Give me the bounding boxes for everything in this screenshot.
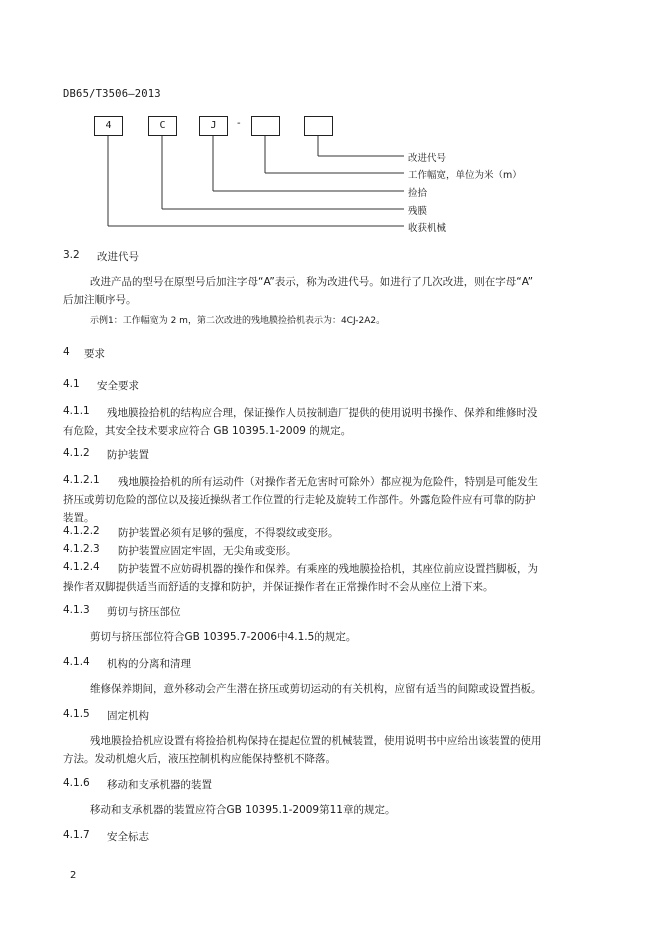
paragraph-4-1-3: 剪切与挤压部位符合GB 10395.7-2006中4.1.5的规定。 bbox=[90, 631, 357, 643]
paragraph-4-1-2-3: 防护装置应固定牢固，无尖角或变形。 bbox=[118, 545, 297, 557]
section-title-4-1: 安全要求 bbox=[97, 380, 139, 392]
section-title-4-1-6: 移动和支承机器的装置 bbox=[107, 779, 212, 791]
section-num-4-1-7: 4.1.7 bbox=[63, 829, 90, 841]
paragraph-4-1-2-2: 防护装置必须有足够的强度，不得裂纹或变形。 bbox=[118, 527, 339, 539]
paragraph-4-1-2-1-line1: 残地膜捡拾机的所有运动件（对操作者无危害时可除外）都应视为危险件，特别是可能发生 bbox=[118, 476, 538, 488]
section-num-3-2: 3.2 bbox=[63, 249, 80, 261]
paragraph-3-2-line1: 改进产品的型号在原型号后加注字母“A”表示，称为改进代号。如进行了几次改进，则在字母“A” bbox=[90, 276, 534, 288]
section-num-4-1: 4.1 bbox=[63, 378, 80, 390]
clause-num-4-1-1: 4.1.1 bbox=[63, 405, 90, 417]
model-box-2: C bbox=[148, 116, 177, 136]
document-code: DB65/T3506—2013 bbox=[63, 88, 161, 100]
paragraph-4-1-2-1-line2: 挤压或剪切危险的部位以及接近操纵者工作位置的行走轮及旋转工作部件。外露危险件应有可靠的防护 bbox=[63, 494, 536, 506]
paragraph-4-1-2-1-line3: 装置。 bbox=[63, 512, 95, 524]
section-title-4-1-5: 固定机构 bbox=[107, 710, 149, 722]
label-pickup: 捡拾 bbox=[408, 188, 428, 199]
label-working-width: 工作幅宽，单位为米（m） bbox=[408, 170, 522, 181]
paragraph-4-1-1-line2: 有危险，其安全技术要求应符合 GB 10395.1-2009 的规定。 bbox=[63, 425, 352, 437]
clause-num-4-1-2-1: 4.1.2.1 bbox=[63, 474, 100, 486]
page-number: 2 bbox=[70, 870, 77, 881]
label-improvement-code: 改进代号 bbox=[408, 153, 447, 164]
clause-num-4-1-2-4: 4.1.2.4 bbox=[63, 561, 100, 573]
section-title-4-1-4: 机构的分离和清理 bbox=[107, 658, 191, 670]
model-box-4 bbox=[251, 116, 280, 136]
paragraph-4-1-4: 维修保养期间，意外移动会产生潜在挤压或剪切运动的有关机构，应留有适当的间隙或设置挡板。 bbox=[90, 683, 542, 695]
paragraph-4-1-6: 移动和支承机器的装置应符合GB 10395.1-2009第11章的规定。 bbox=[90, 804, 396, 816]
example-1: 示例1：工作幅宽为 2 m，第二次改进的残地膜捡拾机表示为：4CJ-2A2。 bbox=[90, 316, 386, 326]
model-separator: - bbox=[237, 118, 241, 129]
label-residual-film: 残膜 bbox=[408, 206, 428, 217]
paragraph-4-1-1-line1: 残地膜捡拾机的结构应合理，保证操作人员按制造厂提供的使用说明书操作、保养和维修时没 bbox=[107, 407, 538, 419]
paragraph-3-2-line2: 后加注顺序号。 bbox=[63, 294, 137, 306]
section-title-4-1-7: 安全标志 bbox=[107, 831, 149, 843]
paragraph-4-1-5-line2: 方法。发动机熄火后，液压控制机构应能保持整机不降落。 bbox=[63, 753, 336, 765]
section-num-4-1-4: 4.1.4 bbox=[63, 656, 90, 668]
clause-num-4-1-2-2: 4.1.2.2 bbox=[63, 525, 100, 537]
section-num-4: 4 bbox=[63, 346, 70, 358]
section-num-4-1-3: 4.1.3 bbox=[63, 604, 90, 616]
section-num-4-1-5: 4.1.5 bbox=[63, 708, 90, 720]
section-title-3-2: 改进代号 bbox=[97, 251, 139, 263]
model-box-3: J bbox=[199, 116, 228, 136]
label-harvest-machinery: 收获机械 bbox=[408, 223, 447, 234]
section-title-4: 要求 bbox=[84, 348, 105, 360]
section-title-4-1-2: 防护装置 bbox=[107, 449, 149, 461]
paragraph-4-1-5-line1: 残地膜捡拾机应设置有将捡拾机构保持在提起位置的机械装置，使用说明书中应给出该装置的使用 bbox=[90, 735, 542, 747]
model-box-5 bbox=[304, 116, 333, 136]
section-title-4-1-3: 剪切与挤压部位 bbox=[107, 606, 181, 618]
model-box-1: 4 bbox=[94, 116, 123, 136]
paragraph-4-1-2-4-line1: 防护装置不应妨碍机器的操作和保养。有乘座的残地膜捡拾机，其座位前应设置挡脚板，为 bbox=[118, 563, 538, 575]
paragraph-4-1-2-4-line2: 操作者双脚提供适当而舒适的支撑和防护，并保证操作者在正常操作时不会从座位上滑下来。 bbox=[63, 581, 494, 593]
clause-num-4-1-2-3: 4.1.2.3 bbox=[63, 543, 100, 555]
section-num-4-1-2: 4.1.2 bbox=[63, 447, 90, 459]
section-num-4-1-6: 4.1.6 bbox=[63, 777, 90, 789]
